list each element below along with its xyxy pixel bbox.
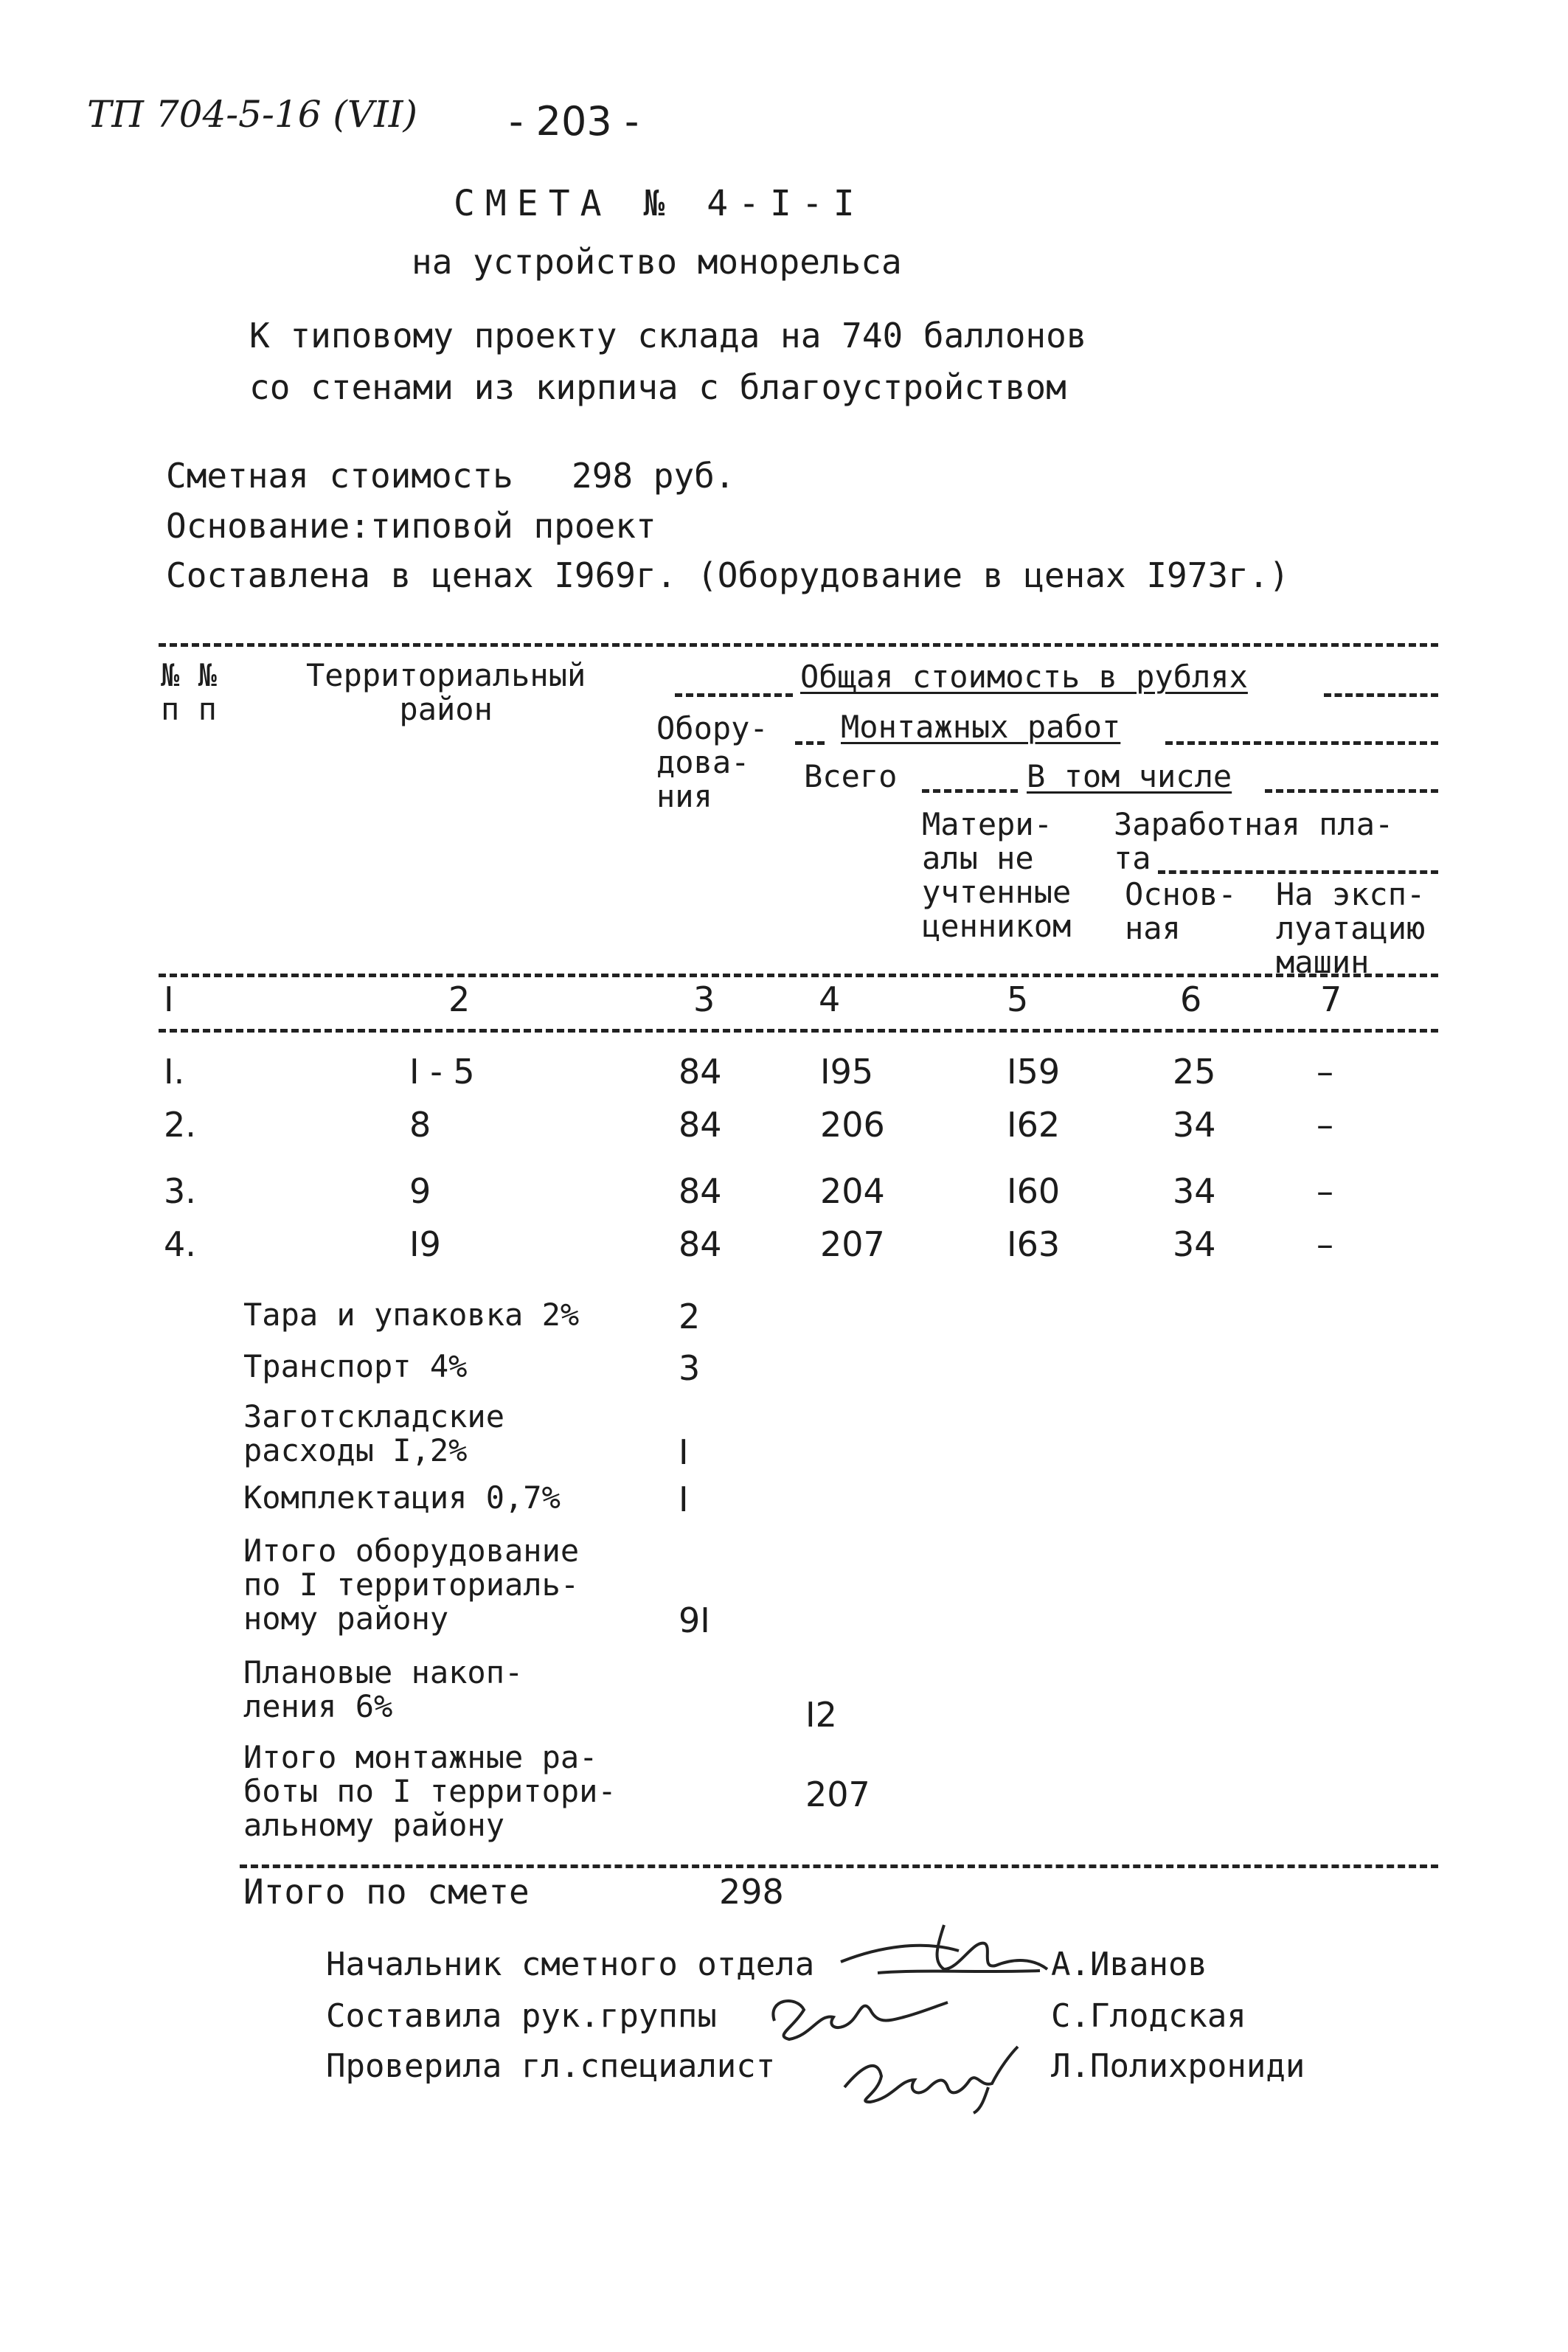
- row-wages-basic: 34: [1173, 1224, 1216, 1264]
- extra-value: 207: [805, 1775, 870, 1814]
- header-rule: [1324, 693, 1438, 697]
- signature-name: С.Глодская: [1051, 1997, 1246, 2035]
- cost-value: 298 руб.: [572, 456, 735, 496]
- header-rule: [1165, 741, 1438, 745]
- row-wages-machines: –: [1317, 1052, 1333, 1092]
- header-including: В том числе: [1027, 758, 1232, 794]
- extra-value: I2: [805, 1695, 837, 1735]
- cost-label: Сметная стоимость: [166, 456, 513, 496]
- header-wages: Заработная пла- та: [1114, 806, 1394, 876]
- extra-value: 3: [679, 1348, 701, 1388]
- row-wages-basic: 34: [1173, 1105, 1216, 1145]
- row-installation-all: 204: [820, 1171, 885, 1211]
- row-wages-machines: –: [1317, 1105, 1333, 1145]
- handwritten-signature: [833, 2036, 1025, 2117]
- estimate-subtitle: на устройство монорельса: [412, 242, 902, 282]
- row-number: 4.: [164, 1224, 196, 1264]
- signature-role: Составила рук.группы: [326, 1997, 717, 2035]
- project-line-1: К типовому проекту склада на 740 баллонов: [249, 316, 1087, 355]
- estimate-title: СМЕТА № 4-I-I: [454, 183, 865, 224]
- signature-name: А.Иванов: [1051, 1946, 1207, 1983]
- row-equipment: 84: [679, 1105, 722, 1145]
- grand-total-label: Итого по смете: [243, 1872, 530, 1912]
- row-installation-all: I95: [820, 1052, 874, 1092]
- basis-line: Основание:типовой проект: [166, 506, 656, 546]
- project-line-2: со стенами из кирпича с благоустройством: [249, 367, 1066, 407]
- extra-label: Итого монтажные ра- боты по I территори- альному району: [243, 1739, 617, 1843]
- col-number: 3: [693, 979, 715, 1019]
- row-region: 9: [409, 1171, 431, 1211]
- row-materials: I60: [1007, 1171, 1061, 1211]
- row-region: I9: [409, 1224, 441, 1264]
- signature-role: Начальник сметного отдела: [326, 1946, 815, 1983]
- row-installation-all: 206: [820, 1105, 885, 1145]
- col-number: 2: [448, 979, 471, 1019]
- row-equipment: 84: [679, 1171, 722, 1211]
- extra-label: Тара и упаковка 2%: [243, 1297, 580, 1333]
- row-wages-machines: –: [1317, 1171, 1333, 1211]
- header-materials: Матери- алы не учтенные ценником: [922, 806, 1072, 944]
- col-number: 5: [1007, 979, 1029, 1019]
- page-number: - 203 -: [509, 98, 639, 145]
- extra-label: Плановые накоп- ления 6%: [243, 1654, 524, 1724]
- row-region: 8: [409, 1105, 431, 1145]
- table-top-rule: [159, 643, 1438, 647]
- header-rule: [922, 789, 1018, 793]
- extra-label: Комплектация 0,7%: [243, 1479, 561, 1516]
- row-number: I.: [164, 1052, 185, 1092]
- header-wages-basic: Основ- ная: [1125, 876, 1237, 946]
- header-all: Всего: [804, 758, 898, 794]
- row-number: 2.: [164, 1105, 196, 1145]
- row-materials: I62: [1007, 1105, 1061, 1145]
- row-wages-basic: 25: [1173, 1052, 1216, 1092]
- extra-value: 2: [679, 1297, 701, 1336]
- col-number: 6: [1180, 979, 1202, 1019]
- row-materials: I63: [1007, 1224, 1061, 1264]
- header-total-cost: Общая стоимость в рублях: [800, 659, 1248, 695]
- row-equipment: 84: [679, 1052, 722, 1092]
- row-materials: I59: [1007, 1052, 1061, 1092]
- document-code: ТП 704-5-16 (VII): [87, 93, 418, 136]
- row-wages-basic: 34: [1173, 1171, 1216, 1211]
- row-number: 3.: [164, 1171, 196, 1211]
- header-rule: [1158, 870, 1438, 874]
- col-number: I: [164, 979, 174, 1019]
- row-installation-all: 207: [820, 1224, 885, 1264]
- extra-value: I: [679, 1479, 689, 1519]
- signature-name: Л.Полихрониди: [1051, 2047, 1305, 2085]
- signature-role: Проверила гл.специалист: [326, 2047, 776, 2085]
- header-rule: [675, 693, 793, 697]
- header-region: Территориальный район: [306, 657, 586, 727]
- extra-label: Транспорт 4%: [243, 1348, 468, 1384]
- header-installation: Монтажных работ: [841, 709, 1121, 745]
- header-bottom-rule: [159, 974, 1438, 977]
- header-rule: [795, 741, 825, 745]
- row-equipment: 84: [679, 1224, 722, 1264]
- grand-total-value: 298: [719, 1872, 784, 1912]
- extra-value: I: [679, 1432, 689, 1472]
- prices-line: Составлена в ценах I969г. (Оборудование в ценах I973г.): [166, 555, 1290, 595]
- header-equipment: Обору- дова- ния: [656, 710, 769, 814]
- extra-label: Итого оборудование по I территориаль- ному району: [243, 1533, 580, 1637]
- col-number: 4: [819, 979, 841, 1019]
- header-rule: [1265, 789, 1438, 793]
- col-number: 7: [1320, 979, 1342, 1019]
- col-numbers-rule: [159, 1029, 1438, 1033]
- total-rule: [240, 1864, 1438, 1868]
- header-nn: № № п п: [161, 657, 217, 727]
- extra-label: Заготскладские расходы I,2%: [243, 1398, 505, 1468]
- header-wages-machines: На эксп- луатацию машин: [1276, 876, 1426, 980]
- row-wages-machines: –: [1317, 1224, 1333, 1264]
- row-region: I - 5: [409, 1052, 475, 1092]
- extra-value: 9I: [679, 1600, 710, 1640]
